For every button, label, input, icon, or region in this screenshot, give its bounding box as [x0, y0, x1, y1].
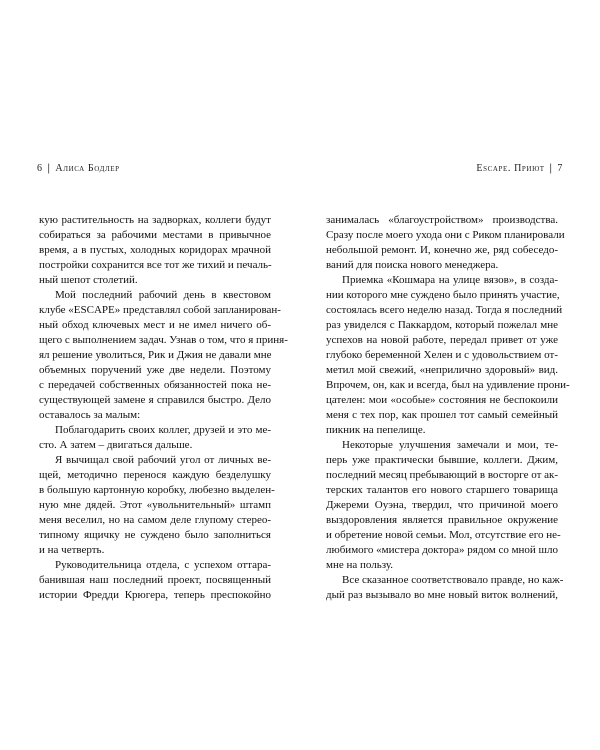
text-line: ял решение уволиться, Рик и Джия не давали мне — [39, 349, 272, 361]
text-line: банившая наш последний проект, посвященный — [39, 574, 271, 586]
text-line: типному ящичку не суждено было заполниться — [39, 529, 271, 541]
author-name: Алиса Бодлер — [55, 163, 120, 174]
text-line: оставалось за малым: — [39, 409, 141, 421]
text-line: и обретение новой семьи. Мол, отсутствие его не- — [326, 529, 561, 541]
left-page-number: 6 — [37, 163, 43, 174]
text-line: щего с выполнением задач. Узнав о том, что я приня- — [39, 334, 288, 346]
text-line: любимого «мистера доктора» рядом со мной шло — [326, 544, 559, 556]
text-line: меня с тех пор, как прошел тот самый семейный — [326, 409, 558, 421]
right-page-number: 7 — [557, 163, 563, 174]
text-line: выздоровления является правильное окружение — [326, 514, 558, 526]
text-line: щей, методично перенося каждую безделушку — [39, 469, 271, 481]
text-line: меня веселил, но на самом деле глупому стерео- — [39, 514, 271, 526]
text-line: собираться за рабочими местами в привычное — [39, 229, 271, 241]
text-line: и на четверть. — [39, 544, 105, 556]
text-line: объемных поручений уже две недели. Поэтому — [39, 364, 271, 376]
text-line: ную мне дядей. Этот «увольнительный» штамп — [39, 499, 271, 511]
text-line: клубе «ESCAPE» представлял собой запланирован- — [39, 304, 281, 316]
text-line: успехов на новой работе, передал привет от уже — [326, 334, 558, 346]
text-line: метил мой свежий, «неприлично здоровый» вид. — [326, 364, 558, 376]
right-page-header — [476, 163, 563, 174]
text-line: Приемка «Кошмара на улице вязов», в созда- — [342, 274, 558, 286]
text-line: занималась «благоустройством» производства. — [326, 214, 558, 226]
text-line: существующей замене я справился быстро. Дело — [39, 394, 271, 406]
text-line: глубоко беременной Хелен и с удовольствием от- — [326, 349, 558, 361]
left-page-header — [37, 163, 120, 174]
text-line: постройки сохранится все тот же тихий и печаль- — [39, 259, 272, 271]
book-title: Escape. Приют — [476, 163, 545, 174]
text-line: Джереми Оуэна, твердил, что причиной моего — [326, 499, 558, 511]
text-line: цателен: мои «особые» состояния не беспокоили — [326, 394, 558, 406]
left-header-separator: | — [47, 163, 51, 174]
text-line: время, а в пустых, холодных коридорах мрачной — [39, 244, 271, 256]
text-line: Некоторые улучшения замечали и мои, те- — [342, 439, 558, 451]
text-line: мне на пользу. — [326, 559, 394, 571]
text-line: перь уже практически бывшие, коллеги. Джим, — [326, 454, 558, 466]
text-line: Мой последний рабочий день в квестовом — [55, 289, 271, 301]
text-line: пикник на пепелище. — [326, 424, 426, 436]
text-line: нии которого мне суждено было принять участие, — [326, 289, 560, 301]
left-page-text — [39, 213, 288, 603]
text-line: последний месяц пребывающий в восторге от ак- — [326, 469, 559, 481]
text-line: раз увиделся с Паккардом, который пожелал мне — [326, 319, 558, 331]
right-page-text — [326, 213, 570, 603]
text-line: ный обход ключевых мест и не имел ничего об- — [39, 319, 271, 331]
text-line: ваний для поиска нового менеджера. — [326, 259, 499, 271]
text-line: Я вычищал свой рабочий угол от личных ве- — [55, 454, 271, 466]
text-line: дый раз вызывало во мне новый виток волнений, — [326, 589, 558, 601]
text-line: небольшой ремонт. И, конечно же, ряд собеседо- — [326, 244, 558, 256]
text-line: истории Фредди Крюгера, теперь преспокойно — [39, 589, 271, 601]
text-line: кую растительность на задворках, коллеги будут — [39, 214, 271, 226]
text-line: Сразу после моего ухода они с Риком планировали — [326, 229, 565, 241]
text-line: ный шепот столетий. — [39, 274, 138, 286]
text-line: терских талантов его нового старшего товарища — [326, 484, 558, 496]
text-line: Впрочем, он, как и всегда, был на удивление прони- — [326, 379, 570, 391]
text-line: Руководительница отдела, с успехом оттара- — [55, 559, 271, 571]
text-line: сто. А затем – двигаться дальше. — [39, 439, 193, 451]
text-line: с передачей собственных обязанностей пока не- — [39, 379, 271, 391]
text-line: Все сказанное соответствовало правде, но каж- — [342, 574, 564, 586]
text-line: Поблагодарить своих коллег, друзей и это ме- — [55, 424, 271, 436]
text-line: состоялась всего неделю назад. Тогда я последний — [326, 304, 563, 316]
text-line: в большую картонную коробку, любезно выделен- — [39, 484, 275, 496]
right-header-separator: | — [549, 163, 553, 174]
